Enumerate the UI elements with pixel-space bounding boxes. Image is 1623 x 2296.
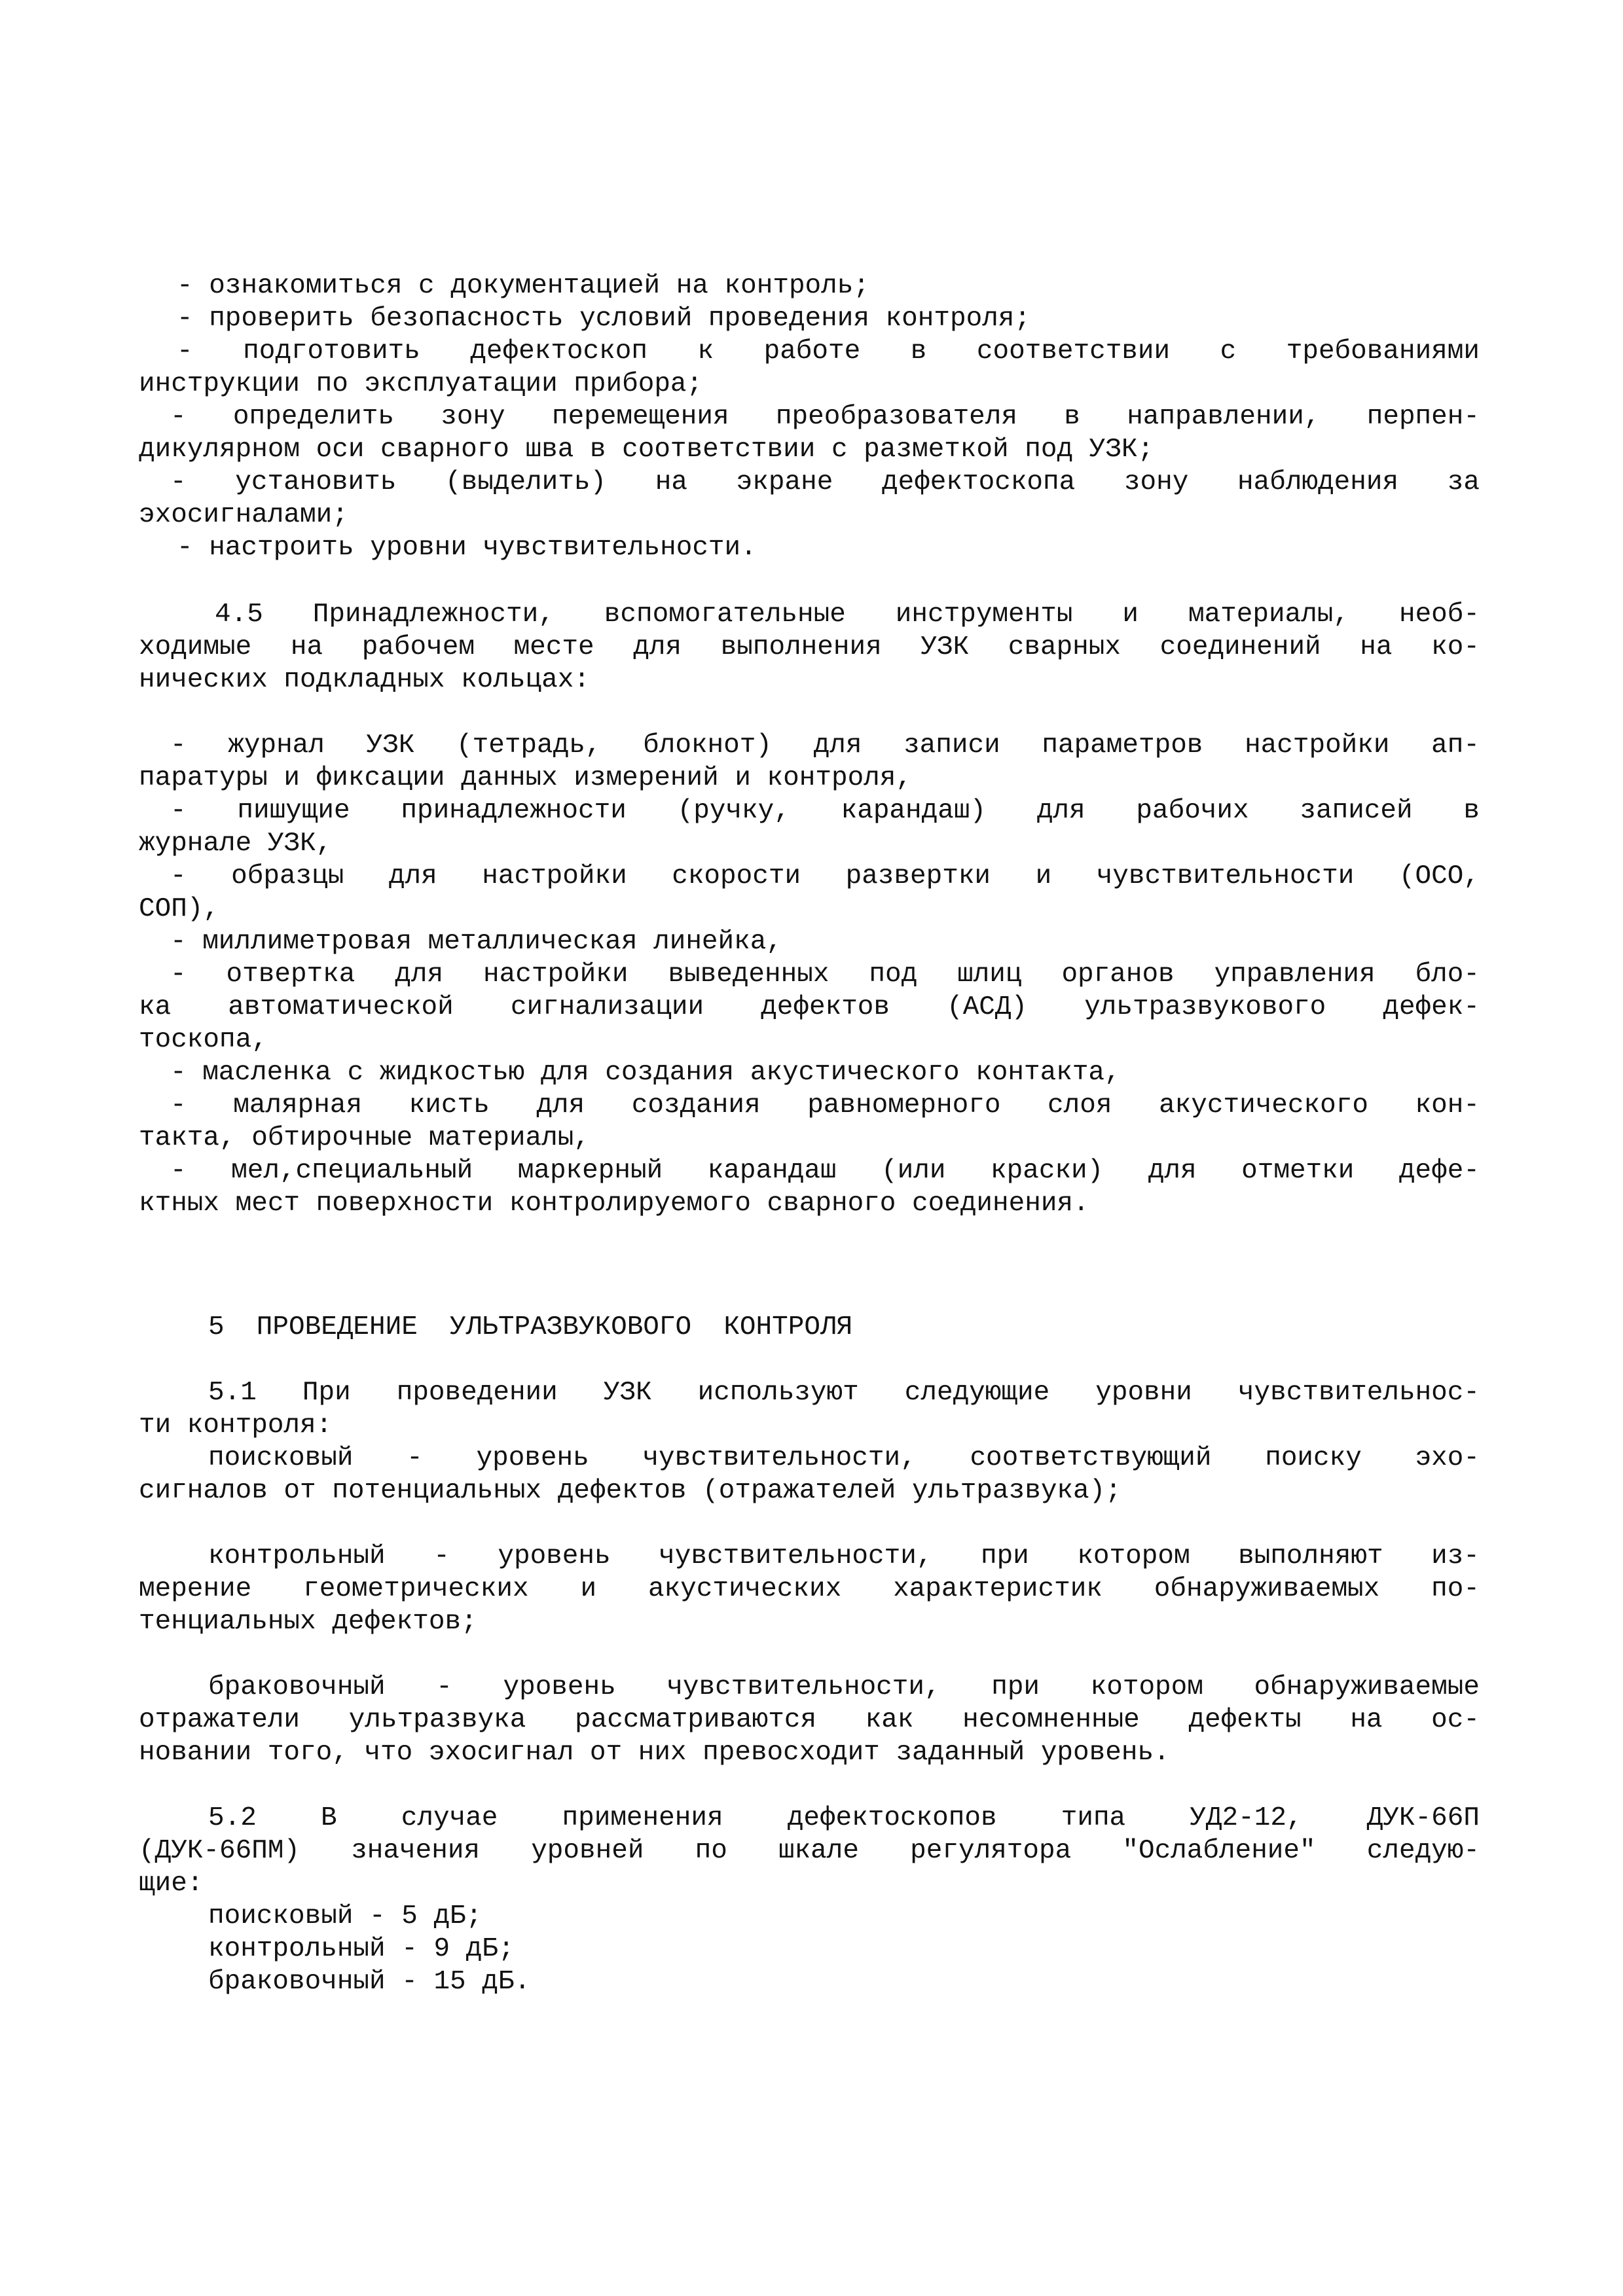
text-line: контрольный - 9 дБ; xyxy=(208,1934,515,1964)
word: шкале xyxy=(778,1836,859,1866)
section-heading: 5 ПРОВЕДЕНИЕ УЛЬТРАЗВУКОВОГО КОНТРОЛЯ xyxy=(208,1312,853,1342)
text-line xyxy=(208,1540,1480,1573)
word: в xyxy=(1463,796,1480,826)
word: УЗК xyxy=(366,730,415,761)
word: с xyxy=(1220,336,1237,367)
text-line xyxy=(208,1376,1480,1409)
word: проведении xyxy=(396,1378,558,1408)
word: рабочем xyxy=(361,632,475,662)
word: автоматической xyxy=(228,992,454,1022)
text-line xyxy=(139,1573,1480,1605)
word: чувствительнос- xyxy=(1237,1378,1480,1408)
text-line: ти контроля: xyxy=(139,1410,333,1441)
word: чувствительности, xyxy=(642,1443,917,1473)
word: геометрических xyxy=(303,1574,529,1604)
text-line: - масленка с жидкостью для создания акустического контакта, xyxy=(170,1058,1121,1088)
word: ультразвукового xyxy=(1084,992,1326,1022)
word: блокнот) xyxy=(643,730,772,761)
word: акустического xyxy=(1159,1090,1368,1121)
word: 5.1 xyxy=(208,1378,257,1408)
text-line: такта, обтирочные материалы, xyxy=(139,1123,590,1153)
word: настройки xyxy=(483,960,629,990)
word: - xyxy=(170,730,187,761)
word: ап- xyxy=(1431,730,1480,761)
word: эхо- xyxy=(1415,1443,1480,1473)
word: - xyxy=(170,467,187,497)
word: УД2-12, xyxy=(1190,1803,1303,1833)
word: соответствующий xyxy=(970,1443,1212,1473)
word: - xyxy=(433,1541,450,1571)
word: уровни xyxy=(1095,1378,1192,1408)
word: характеристик xyxy=(893,1574,1103,1604)
word: для xyxy=(633,632,682,662)
word: записей xyxy=(1300,796,1413,826)
word: - xyxy=(170,960,187,990)
text-line xyxy=(139,631,1480,664)
word: дефек- xyxy=(1383,992,1480,1022)
word: обнаруживаемые xyxy=(1254,1672,1480,1702)
word: При xyxy=(302,1378,351,1408)
word: значения xyxy=(351,1836,481,1866)
word: используют xyxy=(697,1378,859,1408)
word: (АСД) xyxy=(947,992,1028,1022)
word: поиску xyxy=(1265,1443,1362,1473)
word: акустических xyxy=(647,1574,842,1604)
word: УЗК xyxy=(603,1378,652,1408)
word: дефекты xyxy=(1188,1705,1302,1735)
word: чувствительности, xyxy=(666,1672,941,1702)
word: управления xyxy=(1214,960,1376,990)
word: уровень xyxy=(498,1541,611,1571)
word: установить xyxy=(235,467,397,497)
word: - xyxy=(436,1672,452,1702)
word: для xyxy=(536,1090,585,1121)
word: поисковый xyxy=(208,1443,354,1473)
word: на xyxy=(1360,632,1393,662)
text-line: нических подкладных кольцах: xyxy=(139,665,590,695)
text-line: эхосигналами; xyxy=(139,500,348,530)
text-line xyxy=(170,958,1480,991)
word: уровень xyxy=(503,1672,616,1702)
word: принадлежности xyxy=(401,796,627,826)
word: выполнения xyxy=(720,632,882,662)
word: для xyxy=(395,960,444,990)
word: шлиц xyxy=(957,960,1022,990)
word: - xyxy=(170,1156,187,1186)
text-line xyxy=(170,401,1480,433)
word: создания xyxy=(631,1090,761,1121)
text-line: поисковый - 5 дБ; xyxy=(208,1901,483,1931)
word: (выделить) xyxy=(445,467,607,497)
word: котором xyxy=(1077,1541,1190,1571)
word: органов xyxy=(1061,960,1175,990)
word: для xyxy=(388,861,437,891)
text-line: сигналов от потенциальных дефектов (отражателей ультразвука); xyxy=(139,1476,1122,1506)
word: подготовить xyxy=(243,336,420,367)
word: к xyxy=(697,336,714,367)
word: чувствительности, xyxy=(659,1541,933,1571)
word: при xyxy=(980,1541,1029,1571)
word: в xyxy=(910,336,927,367)
word: кисть xyxy=(409,1090,490,1121)
word: бло- xyxy=(1415,960,1480,990)
text-line xyxy=(139,1835,1480,1867)
word: под xyxy=(869,960,918,990)
word: по xyxy=(695,1836,727,1866)
text-line xyxy=(170,1089,1480,1122)
word: - xyxy=(170,796,187,826)
word: как xyxy=(865,1705,914,1735)
text-line xyxy=(177,335,1480,368)
word: соединений xyxy=(1159,632,1321,662)
word: регулятора xyxy=(910,1836,1072,1866)
word: вспомогательные xyxy=(604,600,846,630)
word: на xyxy=(290,632,323,662)
word: пишущие xyxy=(237,796,350,826)
text-line: щие: xyxy=(139,1869,204,1899)
text-line: тоскопа, xyxy=(139,1025,268,1055)
word: маркерный xyxy=(517,1156,663,1186)
word: браковочный xyxy=(208,1672,386,1702)
word: слоя xyxy=(1048,1090,1112,1121)
text-line xyxy=(215,598,1480,631)
word: рассматриваются xyxy=(574,1705,817,1735)
text-line: паратуры и фиксации данных измерений и контроля, xyxy=(139,763,912,793)
word: для xyxy=(1148,1156,1197,1186)
word: карандаш xyxy=(707,1156,837,1186)
word: (ручку, xyxy=(677,796,790,826)
text-line xyxy=(208,1802,1480,1835)
word: наблюдения xyxy=(1237,467,1399,497)
word: уровней xyxy=(531,1836,644,1866)
text-line: - ознакомиться с документацией на контроль; xyxy=(177,271,869,301)
word: (тетрадь, xyxy=(456,730,602,761)
word: рабочих xyxy=(1136,796,1249,826)
text-line xyxy=(208,1671,1480,1704)
word: настройки xyxy=(1245,730,1390,761)
word: на xyxy=(655,467,687,497)
word: (ОСО, xyxy=(1398,861,1480,891)
word: настройки xyxy=(482,861,627,891)
word: обнаруживаемых xyxy=(1154,1574,1380,1604)
word: для xyxy=(1036,796,1085,826)
word: на xyxy=(1350,1705,1383,1735)
word: (ДУК-66ПМ) xyxy=(139,1836,301,1866)
text-line: СОП), xyxy=(139,894,220,924)
word: и xyxy=(1122,600,1139,630)
word: "Ослабление" xyxy=(1122,1836,1316,1866)
word: мел,специальный xyxy=(231,1156,473,1186)
word: краски) xyxy=(991,1156,1104,1186)
word: при xyxy=(991,1672,1040,1702)
word: карандаш) xyxy=(841,796,987,826)
word: ко- xyxy=(1431,632,1480,662)
word: соответствии xyxy=(976,336,1171,367)
word: несомненные xyxy=(962,1705,1140,1735)
word: ка xyxy=(139,992,172,1022)
word: следую- xyxy=(1366,1836,1480,1866)
word: ходимые xyxy=(139,632,252,662)
word: котором xyxy=(1090,1672,1203,1702)
word: направлении, xyxy=(1127,402,1321,432)
word: по- xyxy=(1431,1574,1480,1604)
text-line xyxy=(170,795,1480,827)
word: в xyxy=(1064,402,1080,432)
word: и xyxy=(1035,861,1052,891)
word: малярная xyxy=(233,1090,363,1121)
word: ос- xyxy=(1431,1705,1480,1735)
text-line xyxy=(208,1442,1480,1475)
text-line: дикулярном оси сварного шва в соответствии с разметкой под УЗК; xyxy=(139,435,1154,465)
word: выполняют xyxy=(1238,1541,1383,1571)
word: кон- xyxy=(1415,1090,1480,1121)
text-line xyxy=(139,991,1480,1024)
word: перпен- xyxy=(1366,402,1480,432)
word: (или xyxy=(881,1156,946,1186)
word: зону xyxy=(1123,467,1189,497)
word: мерение xyxy=(139,1574,252,1604)
word: 5.2 xyxy=(208,1803,257,1833)
text-line xyxy=(170,860,1480,893)
word: Принадлежности, xyxy=(312,600,555,630)
word: отражатели xyxy=(139,1705,301,1735)
word: преобразователя xyxy=(775,402,1017,432)
text-line: тенциальных дефектов; xyxy=(139,1607,477,1637)
word: ДУК-66П xyxy=(1366,1803,1480,1833)
word: журнал xyxy=(228,730,325,761)
word: уровень xyxy=(476,1443,589,1473)
text-line: - настроить уровни чувствительности. xyxy=(177,533,757,563)
text-line: ктных мест поверхности контролируемого сварного соединения. xyxy=(139,1189,1089,1219)
word: применения xyxy=(562,1803,723,1833)
word: - xyxy=(407,1443,423,1473)
text-line: браковочный - 15 дБ. xyxy=(208,1967,531,1997)
text-line: журнале УЗК, xyxy=(139,829,333,859)
word: зону xyxy=(441,402,505,432)
word: параметров xyxy=(1042,730,1203,761)
word: ультразвука xyxy=(348,1705,526,1735)
word: - xyxy=(170,1090,187,1121)
word: дефектоскоп xyxy=(470,336,647,367)
text-line: новании того, что эхосигнал от них превосходит заданный уровень. xyxy=(139,1738,1170,1768)
word: месте xyxy=(513,632,594,662)
word: экране xyxy=(736,467,833,497)
word: - xyxy=(170,861,187,891)
word: необ- xyxy=(1398,600,1480,630)
word: чувствительности xyxy=(1096,861,1355,891)
word: из- xyxy=(1431,1541,1480,1571)
text-line xyxy=(170,1155,1480,1187)
text-line: - миллиметровая металлическая линейка, xyxy=(170,927,782,957)
word: УЗК xyxy=(921,632,970,662)
word: - xyxy=(177,336,193,367)
word: случае xyxy=(401,1803,498,1833)
word: для xyxy=(813,730,862,761)
word: выведенных xyxy=(668,960,830,990)
word: требованиями xyxy=(1286,336,1480,367)
word: перемещения xyxy=(551,402,729,432)
word: дефе- xyxy=(1398,1156,1480,1186)
word: отметки xyxy=(1241,1156,1355,1186)
word: определить xyxy=(232,402,394,432)
word: развертки xyxy=(845,861,991,891)
word: контрольный xyxy=(208,1541,386,1571)
word: образцы xyxy=(231,861,344,891)
word: скорости xyxy=(672,861,801,891)
word: за xyxy=(1447,467,1480,497)
word: дефектов xyxy=(761,992,890,1022)
word: отвертка xyxy=(226,960,356,990)
word: дефектоскопа xyxy=(881,467,1076,497)
word: работе xyxy=(763,336,861,367)
word: В xyxy=(320,1803,337,1833)
word: и xyxy=(580,1574,597,1604)
word: инструменты xyxy=(895,600,1073,630)
word: сигнализации xyxy=(510,992,704,1022)
text-line xyxy=(170,729,1480,762)
text-line: инструкции по эксплуатации прибора; xyxy=(139,369,703,399)
word: следующие xyxy=(904,1378,1050,1408)
text-line xyxy=(170,466,1480,499)
word: сварных xyxy=(1008,632,1121,662)
word: типа xyxy=(1061,1803,1126,1833)
word: равномерного xyxy=(807,1090,1001,1121)
word: - xyxy=(170,402,187,432)
text-line xyxy=(139,1704,1480,1736)
word: дефектоскопов xyxy=(787,1803,997,1833)
word: записи xyxy=(903,730,1000,761)
word: материалы, xyxy=(1188,600,1350,630)
text-line: - проверить безопасность условий проведения контроля; xyxy=(177,304,1031,334)
word: 4.5 xyxy=(215,600,263,630)
